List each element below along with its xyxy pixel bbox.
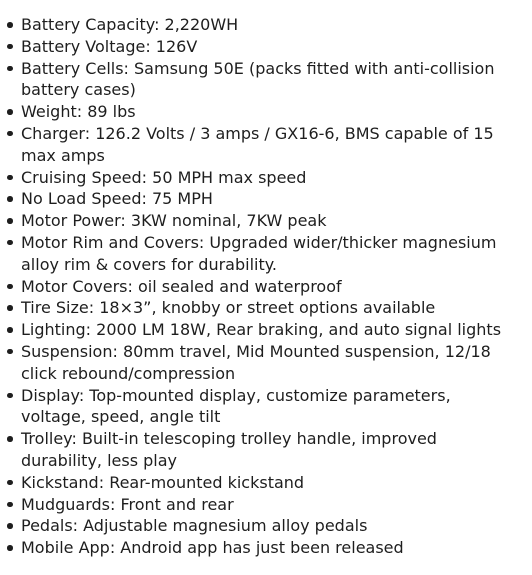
spec-text: Battery Cells: Samsung 50E (packs fitted with anti-collision battery cases): [21, 58, 495, 100]
bullet-icon: [7, 240, 13, 246]
spec-text: No Load Speed: 75 MPH: [21, 189, 213, 209]
spec-item-kickstand: [21, 472, 520, 494]
spec-item-mudguards: [21, 494, 520, 516]
spec-item-suspension: [21, 341, 520, 385]
spec-text: Motor Power: 3KW nominal, 7KW peak: [21, 211, 327, 231]
spec-item-battery-cells: [21, 58, 520, 102]
spec-item-trolley: [21, 428, 520, 472]
spec-item-cruising-speed: [21, 167, 520, 189]
bullet-icon: [7, 22, 13, 28]
bullet-icon: [7, 523, 13, 529]
spec-item-battery-voltage: [21, 36, 520, 58]
bullet-icon: [7, 109, 13, 115]
spec-item-pedals: [21, 515, 520, 537]
spec-text: Motor Covers: oil sealed and waterproof: [21, 276, 342, 296]
bullet-icon: [7, 305, 13, 311]
spec-item-weight: [21, 101, 520, 123]
bullet-icon: [7, 436, 13, 442]
spec-item-lighting: [21, 319, 520, 341]
spec-text: Motor Rim and Covers: Upgraded wider/thicker magnesium alloy rim & covers for durability.: [21, 232, 497, 274]
spec-item-mobile-app: [21, 537, 520, 559]
bullet-icon: [7, 349, 13, 355]
spec-text: Tire Size: 18×3”, knobby or street options available: [21, 298, 436, 318]
spec-item-charger: [21, 123, 520, 167]
spec-text: Trolley: Built-in telescoping trolley handle, improved durability, less play: [21, 429, 437, 470]
bullet-icon: [7, 175, 13, 181]
bullet-icon: [7, 44, 13, 50]
spec-item-display: [21, 385, 520, 429]
spec-item-no-load-speed: [21, 188, 520, 210]
spec-text: Battery Capacity: 2,220WH: [21, 15, 239, 34]
spec-text: Battery Voltage: 126V: [21, 36, 198, 56]
bullet-icon: [7, 327, 13, 333]
spec-item-motor-rim: [21, 232, 520, 276]
bullet-icon: [7, 218, 13, 224]
spec-text: Cruising Speed: 50 MPH max speed: [21, 167, 307, 187]
spec-text: Mudguards: Front and rear: [21, 494, 234, 514]
spec-item-tire-size: [21, 297, 520, 319]
bullet-icon: [7, 545, 13, 551]
bullet-icon: [7, 393, 13, 399]
bullet-icon: [7, 502, 13, 508]
bullet-icon: [7, 66, 13, 72]
bullet-icon: [7, 196, 13, 202]
spec-text: Weight: 89 lbs: [21, 102, 136, 122]
spec-item-motor-power: [21, 210, 520, 232]
spec-text: Lighting: 2000 LM 18W, Rear braking, and auto signal lights: [21, 320, 502, 340]
spec-text: Display: Top-mounted display, customize parameters, voltage, speed, angle tilt: [21, 385, 451, 427]
spec-text: Pedals: Adjustable magnesium alloy pedals: [21, 516, 368, 536]
spec-item-motor-covers: [21, 276, 520, 298]
spec-text: Mobile App: Android app has just been released: [21, 538, 404, 558]
spec-item-battery-capacity: [21, 14, 520, 36]
bullet-icon: [7, 480, 13, 486]
spec-text: Charger: 126.2 Volts / 3 amps / GX16-6, BMS capable of 15 max amps: [21, 123, 494, 165]
bullet-icon: [7, 131, 13, 137]
bullet-icon: [7, 284, 13, 290]
spec-text: Kickstand: Rear-mounted kickstand: [21, 472, 305, 492]
spec-text: Suspension: 80mm travel, Mid Mounted suspension, 12/18 click rebound/compression: [21, 341, 491, 383]
